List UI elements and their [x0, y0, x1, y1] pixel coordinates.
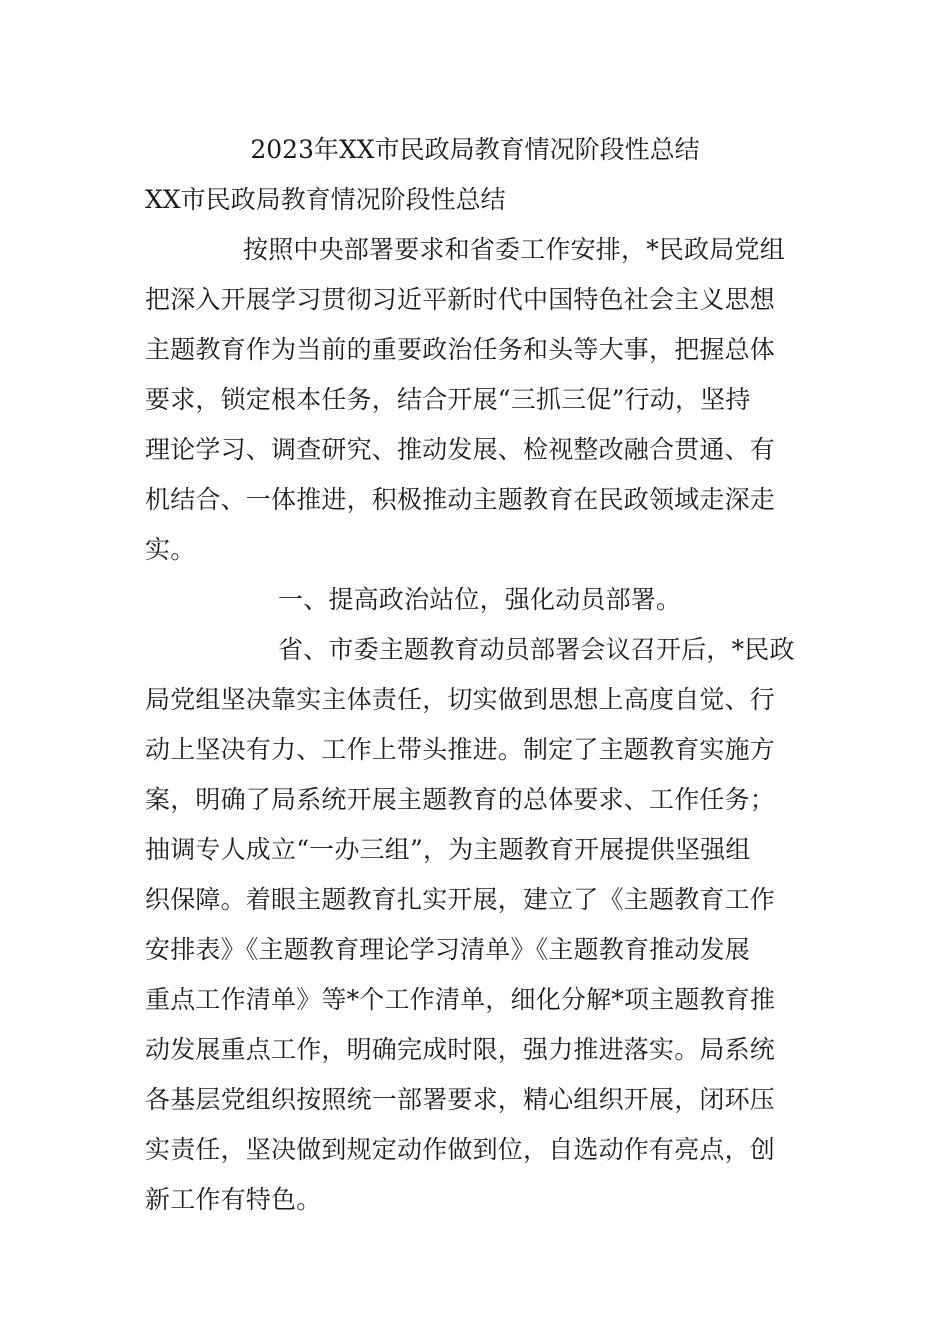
section-line: 实责任，坚决做到规定动作做到位，自选动作有亮点，创	[145, 1135, 776, 1164]
section-heading: 一、提高政治站位，强化动员部署。	[278, 585, 682, 614]
intro-line: 把深入开展学习贯彻习近平新时代中国特色社会主义思想	[145, 285, 776, 314]
intro-line: 实。	[145, 535, 196, 564]
section-line: 织保障。着眼主题教育扎实开展，建立了《主题教育工作	[145, 885, 776, 914]
section-line: 各基层党组织按照统一部署要求，精心组织开展，闭环压	[145, 1085, 776, 1114]
section-line: 动上坚决有力、工作上带头推进。制定了主题教育实施方	[145, 735, 776, 764]
section-line: 动发展重点工作，明确完成时限，强力推进落实。局系统	[145, 1035, 776, 1064]
intro-line: 机结合、一体推进，积极推动主题教育在民政领域走深走	[145, 485, 776, 514]
document-subtitle: XX市民政局教育情况阶段性总结	[145, 185, 506, 214]
section-line: 安排表》《主题教育理论学习清单》《主题教育推动发展	[145, 935, 751, 964]
intro-line: 按照中央部署要求和省委工作安排，*民政局党组	[243, 235, 785, 264]
intro-line: 理论学习、调查研究、推动发展、检视整改融合贯通、有	[145, 435, 776, 464]
section-line: 抽调专人成立“一办三组”，为主题教育开展提供坚强组	[145, 835, 751, 864]
section-line: 省、市委主题教育动员部署会议召开后，*民政	[278, 635, 795, 664]
intro-line: 主题教育作为当前的重要政治任务和头等大事，把握总体	[145, 335, 776, 364]
section-line: 案，明确了局系统开展主题教育的总体要求、工作任务；	[145, 785, 776, 814]
document-title: 2023年XX市民政局教育情况阶段性总结	[250, 135, 700, 164]
section-line: 局党组坚决靠实主体责任，切实做到思想上高度自觉、行	[145, 685, 776, 714]
section-line: 重点工作清单》等*个工作清单，细化分解*项主题教育推	[145, 985, 776, 1014]
intro-line: 要求，锁定根本任务，结合开展“三抓三促”行动，坚持	[145, 385, 751, 414]
section-line: 新工作有特色。	[145, 1185, 322, 1214]
